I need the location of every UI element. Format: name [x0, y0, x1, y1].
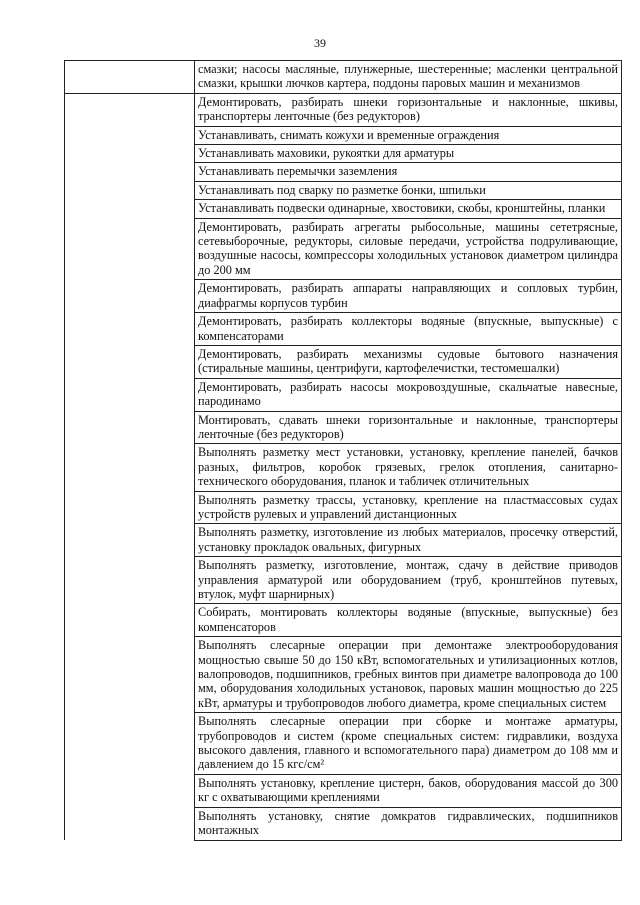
- table-cell-empty: [65, 313, 195, 346]
- table-cell-operation: Собирать, монтировать коллекторы водяные (впускные, выпускные) без компенсаторов: [195, 604, 622, 637]
- table-cell-empty: [65, 444, 195, 491]
- table-row: [65, 145, 622, 163]
- table-row: [65, 604, 622, 637]
- table-cell-empty: [65, 93, 195, 126]
- table-cell-operation: Устанавливать, снимать кожухи и временные ограждения: [195, 126, 622, 144]
- table-cell-empty: [65, 637, 195, 713]
- table-row: [65, 411, 622, 444]
- table-row: [65, 637, 622, 713]
- table-cell-operation: Монтировать, сдавать шнеки горизонтальные и наклонные, транспортеры ленточные (без редукторов): [195, 411, 622, 444]
- table-cell-empty: [65, 713, 195, 775]
- table-cell-operation: Выполнять слесарные операции при демонтаже электрооборудования мощностью свыше 50 до 150 кВт, вспомогательных и утилизационных котлов, валопроводов, подшипников, гребных винтов при диаметре валопровода до 100 мм, оборудования холодильных установок, паровых машин мощностью до 225 кВт, арматуры и трубопроводов любого диаметра, кроме специальных систем: [195, 637, 622, 713]
- table-cell-empty: [65, 345, 195, 378]
- table-cell-operation: Демонтировать, разбирать шнеки горизонтальные и наклонные, шкивы, транспортеры ленточные (без редукторов): [195, 93, 622, 126]
- page-number: 39: [314, 36, 326, 50]
- table-cell-operation: Демонтировать, разбирать аппараты направляющих и сопловых турбин, диафрагмы корпусов турбин: [195, 280, 622, 313]
- table-row: [65, 218, 622, 280]
- table-cell-empty: [65, 807, 195, 840]
- table-cell-empty: [65, 411, 195, 444]
- table-cell-operation: Выполнять разметку, изготовление из любых материалов, просечку отверстий, установку прокладок овальных, фигурных: [195, 524, 622, 557]
- table-row: [65, 444, 622, 491]
- table-cell-empty: [65, 491, 195, 524]
- table-row: [65, 345, 622, 378]
- table-row: [65, 181, 622, 199]
- table-cell-empty: [65, 126, 195, 144]
- table-row: [65, 378, 622, 411]
- table-cell-empty: [65, 181, 195, 199]
- table-cell-operation: Устанавливать подвески одинарные, хвостовики, скобы, кронштейны, планки: [195, 200, 622, 218]
- table-row: [65, 126, 622, 144]
- table-cell-operation: Демонтировать, разбирать коллекторы водяные (впускные, выпускные) с компенсаторами: [195, 313, 622, 346]
- table-cell-empty: [65, 61, 195, 94]
- table-cell-empty: [65, 524, 195, 557]
- table-cell-operation: Устанавливать перемычки заземления: [195, 163, 622, 181]
- table-cell-operation: Демонтировать, разбирать агрегаты рыбосольные, машины сететрясные, сетевыборочные, редукторы, силовые передачи, устройства подруливающие, воздушные насосы, компрессоры холодильных установок диаметром цилиндра до 200 мм: [195, 218, 622, 280]
- table-cell-empty: [65, 557, 195, 604]
- table-cell-operation: Выполнять установку, крепление цистерн, баков, оборудования массой до 300 кг с охватывающими креплениями: [195, 774, 622, 807]
- table-cell-empty: [65, 378, 195, 411]
- table-cell-operation: смазки; насосы масляные, плунжерные, шестеренные; масленки центральной смазки, крышки лючков картера, поддоны паровых машин и механизмов: [195, 61, 622, 94]
- table-cell-operation: Выполнять разметку мест установки, установку, крепление панелей, бачков разных, фильтров, коробок грязевых, грелок отопления, санитарно-технического оборудования, планок и табличек отличительных: [195, 444, 622, 491]
- table-cell-empty: [65, 163, 195, 181]
- table-row: [65, 93, 622, 126]
- table-cell-operation: Выполнять слесарные операции при сборке и монтаже арматуры, трубопроводов и систем (кроме специальных систем: гидравлики, воздуха высокого давления, главного и вспомогательного пара) диаметром до 108 мм и давлением до 15 кгс/см²: [195, 713, 622, 775]
- table-row: [65, 807, 622, 840]
- table-cell-operation: Выполнять установку, снятие домкратов гидравлических, подшипников монтажных: [195, 807, 622, 840]
- table-cell-operation: Устанавливать под сварку по разметке бонки, шпильки: [195, 181, 622, 199]
- table-cell-operation: Устанавливать маховики, рукоятки для арматуры: [195, 145, 622, 163]
- table-cell-empty: [65, 145, 195, 163]
- table-row: [65, 280, 622, 313]
- table-cell-operation: Выполнять разметку трассы, установку, крепление на пластмассовых судах устройств рулевых и управлений дистанционных: [195, 491, 622, 524]
- table-row: [65, 774, 622, 807]
- table-cell-empty: [65, 280, 195, 313]
- table-row: [65, 61, 622, 94]
- table-cell-operation: Выполнять разметку, изготовление, монтаж, сдачу в действие приводов управления арматурой или оборудованием (труб, кронштейнов путевых, втулок, муфт шарнирных): [195, 557, 622, 604]
- table-row: [65, 557, 622, 604]
- table-row: [65, 524, 622, 557]
- table-cell-operation: Демонтировать, разбирать механизмы судовые бытового назначения (стиральные машины, центрифуги, картофелечистки, тестомешалки): [195, 345, 622, 378]
- table-cell-empty: [65, 200, 195, 218]
- table-row: [65, 313, 622, 346]
- table-cell-operation: Демонтировать, разбирать насосы мокровоздушные, скальчатые навесные, пародинамо: [195, 378, 622, 411]
- table-row: [65, 713, 622, 775]
- table-row: [65, 491, 622, 524]
- table-body: [65, 61, 622, 841]
- table-cell-empty: [65, 774, 195, 807]
- work-operations-table: [64, 60, 622, 841]
- table-cell-empty: [65, 218, 195, 280]
- table-row: [65, 200, 622, 218]
- table-cell-empty: [65, 604, 195, 637]
- table-row: [65, 163, 622, 181]
